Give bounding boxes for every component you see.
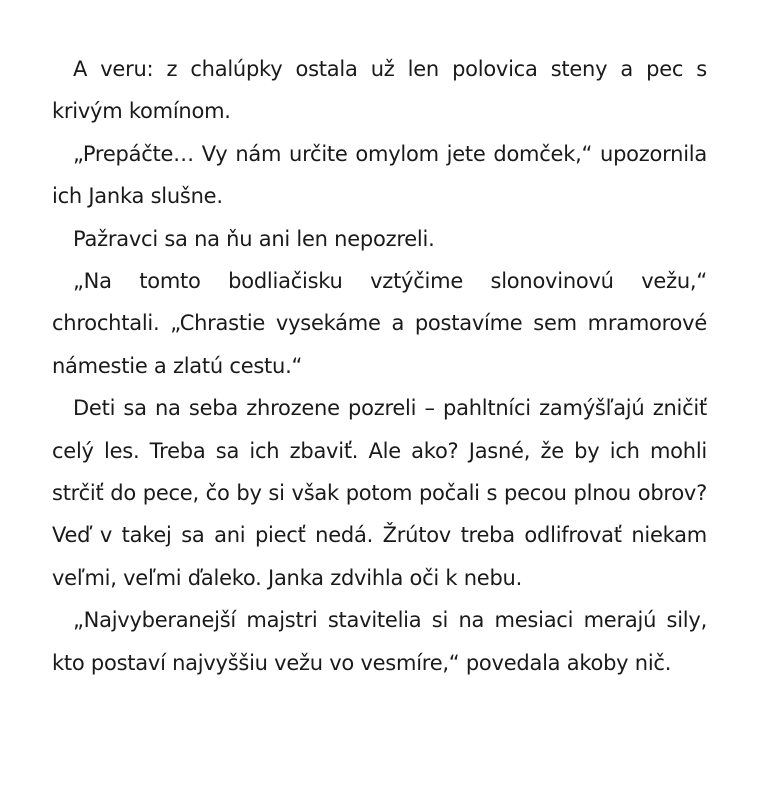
paragraph-5: Deti sa na seba zhrozene pozreli – pahltníci zamýšľajú zničiť celý les. Treba sa ich zbaviť. Ale ako? Jasné, že by ich mohli strčiť do pece, čo by si však potom počali s pecou plnou obrov? Veď v takej sa ani piecť nedá. Žrútov treba odlifrovať niekam veľmi, veľmi ďaleko. Janka zdvihla oči k nebu. xyxy=(52,396,707,590)
paragraph-4: „Na tomto bodliačisku vztýčime slonovinovú vežu,“ chrochtali. „Chrastie vysekáme a postavíme sem mramorové námestie a zlatú cestu.“ xyxy=(52,269,707,378)
paragraph-1: A veru: z chalúpky ostala už len polovica steny a pec s krivým komínom. xyxy=(52,57,707,124)
book-page xyxy=(52,48,707,684)
paragraph-6: „Najvyberanejší majstri stavitelia si na mesiaci merajú sily, kto postaví najvyššiu vežu vo vesmíre,“ povedala akoby nič. xyxy=(52,608,707,675)
paragraph-3: Pažravci sa na ňu ani len nepozreli. xyxy=(73,226,435,251)
paragraph-2: „Prepáčte… Vy nám určite omylom jete domček,“ upozornila ich Janka slušne. xyxy=(52,141,707,209)
